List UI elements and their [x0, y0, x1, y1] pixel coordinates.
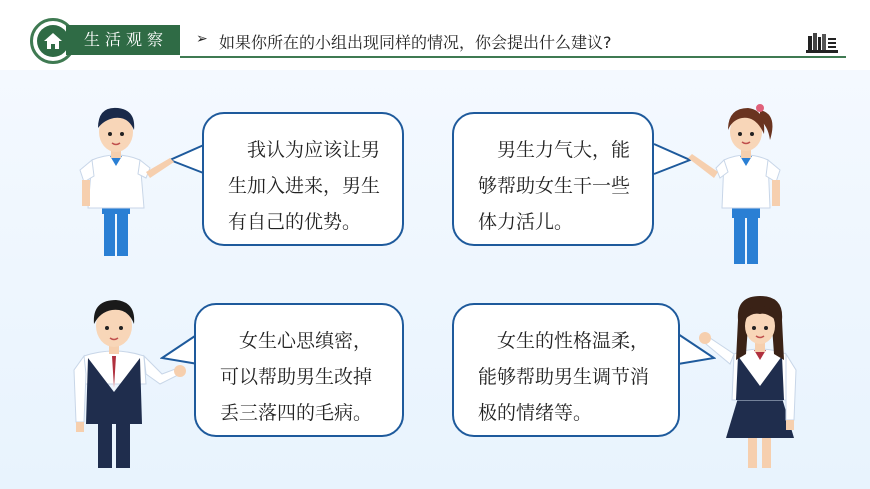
- question-text: 如果你所在的小组出现同样的情况，你会提出什么建议?: [219, 33, 612, 52]
- books-icon: [804, 30, 840, 54]
- speech-bubble-3: 女生心思缜密， 可以帮助男生改掉 丢三落四的毛病。: [194, 303, 404, 437]
- header-bar: [0, 0, 870, 70]
- boy-student-vest-illustration: [66, 292, 186, 470]
- speech-bubble-4: 女生的性格温柔， 能够帮助男生调节消 极的情绪等。: [452, 303, 680, 437]
- header-divider: [180, 56, 846, 58]
- arrow-bullet-icon: ➢: [196, 31, 208, 47]
- speech-bubble-2: 男生力气大，能 够帮助女生干一些 体力活儿。: [452, 112, 654, 246]
- speech-bubble-1: 我认为应该让男 生加入进来，男生 有自己的优势。: [202, 112, 404, 246]
- section-title: 生活观察: [66, 25, 180, 55]
- girl-student-illustration: [682, 96, 786, 266]
- girl-student-vest-illustration: [688, 290, 802, 470]
- house-icon: [37, 25, 69, 57]
- boy-student-illustration: [70, 98, 180, 260]
